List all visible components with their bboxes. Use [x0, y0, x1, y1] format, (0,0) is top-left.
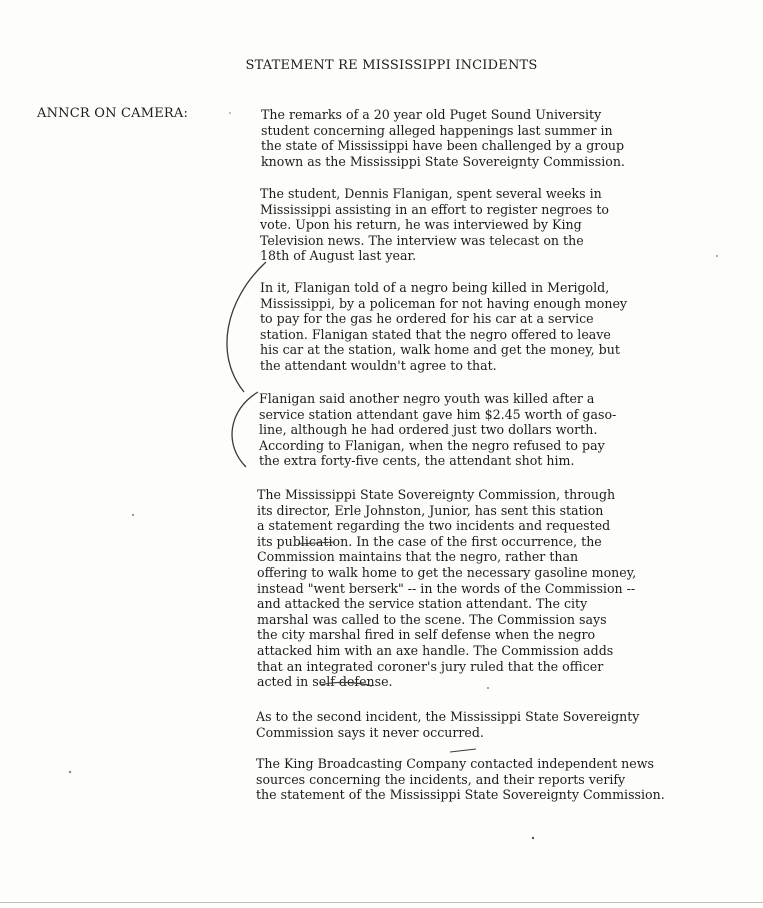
text-line: its director, Erle Johnston, Junior, has sent this station: [257, 502, 604, 518]
text-line: a statement regarding the two incidents and requested: [257, 518, 611, 534]
text-line: the state of Mississippi have been challenged by a group: [261, 138, 625, 154]
text-line: As to the second incident, the Mississippi State Sovereignty: [256, 709, 640, 724]
text-line: 18th of August last year.: [260, 248, 417, 264]
text-line: offering to walk home to get the necessary gasoline money,: [257, 564, 637, 580]
text-line: The remarks of a 20 year old Puget Sound University: [261, 107, 602, 122]
speck-mark: [132, 514, 134, 516]
dash-mark: [450, 749, 476, 752]
text-line: station. Flanigan stated that the negro offered to leave: [260, 326, 611, 342]
bracket-mark: [227, 262, 266, 392]
text-line: marshal was called to the scene. The Commission says: [257, 611, 607, 627]
bracket-mark: [232, 392, 258, 467]
text-line: the city marshal fired in self defense when the negro: [257, 627, 596, 643]
text-line: its publication. In the case of the first occurrence, the: [257, 533, 602, 549]
text-line: student concerning alleged happenings last summer in: [261, 122, 613, 138]
speck-mark: [69, 771, 71, 773]
text-line: the extra forty-five cents, the attendant shot him.: [259, 453, 575, 469]
text-line: sources concerning the incidents, and their reports verify: [256, 771, 626, 787]
text-line: According to Flanigan, when the negro refused to pay: [259, 437, 605, 453]
text-line: The King Broadcasting Company contacted independent news: [256, 756, 654, 771]
text-line: known as the Mississippi State Sovereignty Commission.: [261, 153, 625, 169]
text-line: to pay for the gas he ordered for his car at a service: [260, 311, 594, 327]
text-line: line, although he had ordered just two dollars worth.: [259, 422, 598, 438]
text-line: In it, Flanigan told of a negro being killed in Merigold,: [260, 280, 610, 295]
text-line: instead "went berserk" -- in the words of the Commission --: [257, 580, 636, 596]
text-line: Commission says it never occurred.: [256, 724, 484, 740]
speck-mark: [487, 687, 489, 689]
text-line: his car at the station, walk home and get the money, but: [260, 342, 620, 358]
underline-mark: [298, 542, 334, 544]
speck-mark: [532, 837, 534, 839]
page-title: STATEMENT RE MISSISSIPPI INCIDENTS: [245, 58, 538, 73]
text-line: Mississippi, by a policeman for not having enough money: [260, 295, 628, 311]
speck-mark: [716, 255, 718, 257]
text-line: that an integrated coroner's jury ruled that the officer: [257, 658, 604, 674]
speck-mark: [229, 112, 231, 114]
text-line: the statement of the Mississippi State Sovereignty Commission.: [256, 787, 665, 803]
text-line: attacked him with an axe handle. The Commission adds: [257, 642, 614, 658]
text-line: Television news. The interview was telecast on the: [260, 232, 584, 248]
strike-mark: [321, 682, 372, 686]
text-line: vote. Upon his return, he was interviewed by King: [260, 217, 582, 233]
text-line: service station attendant gave him $2.45 worth of gaso-: [259, 406, 617, 422]
text-line: the attendant wouldn't agree to that.: [260, 357, 497, 373]
text-line: and attacked the service station attendant. The city: [257, 596, 588, 612]
text-line: The student, Dennis Flanigan, spent several weeks in: [260, 186, 602, 201]
page-bottom-edge: [0, 902, 763, 903]
text-line: Mississippi assisting in an effort to register negroes to: [260, 201, 610, 217]
text-line: Commission maintains that the negro, rather than: [257, 549, 579, 565]
speaker-cue: ANNCR ON CAMERA:: [37, 106, 189, 121]
text-line: The Mississippi State Sovereignty Commission, through: [257, 487, 616, 502]
text-line: Flanigan said another negro youth was killed after a: [259, 391, 595, 406]
text-line: acted in self defense.: [257, 674, 393, 690]
